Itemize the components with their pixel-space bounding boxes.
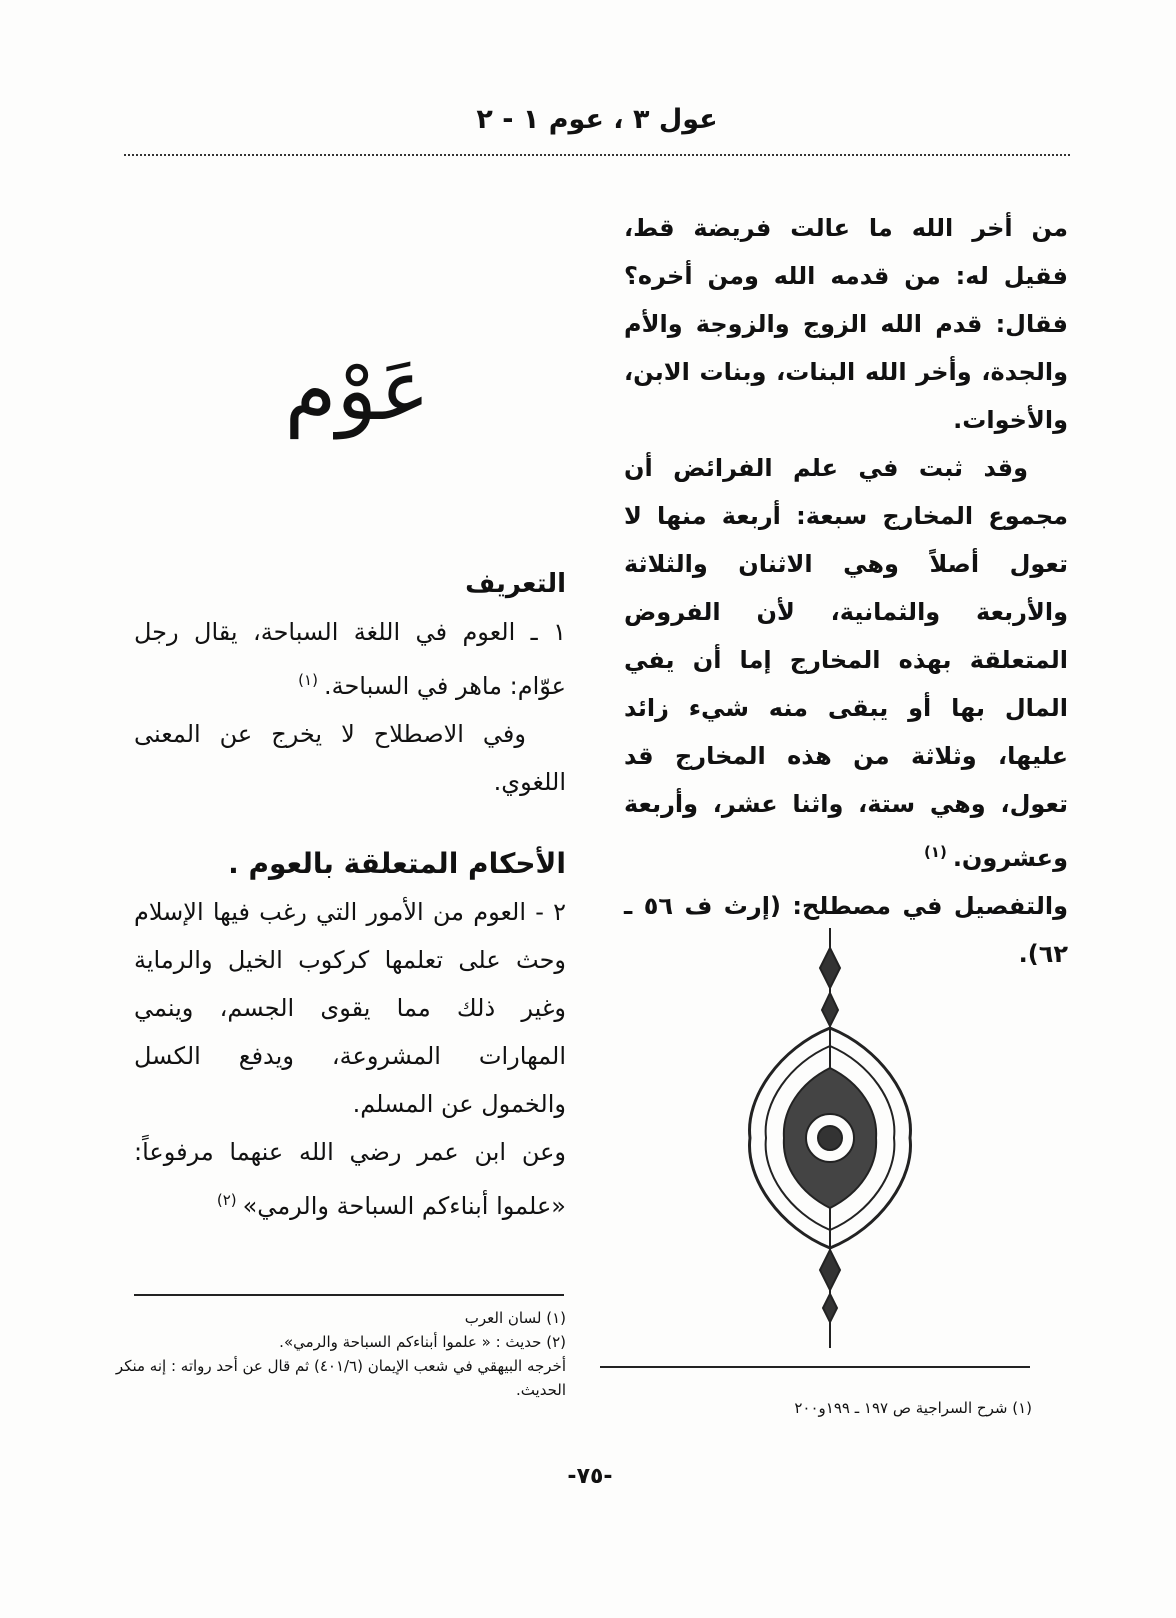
- footnotes-left: [112, 1306, 566, 1402]
- decorative-ornament: [740, 928, 920, 1348]
- right-column: [624, 204, 1068, 978]
- paragraph: [134, 1128, 566, 1230]
- running-header: عول ٣ ، عوم ١ - ٢: [476, 104, 718, 135]
- paragraph: [134, 608, 566, 710]
- footnote: (٢) حديث : « علموا أبناءكم السباحة والرمي».: [279, 1333, 566, 1351]
- footnotes-right: [602, 1396, 1032, 1420]
- section-title: التعريف: [465, 569, 566, 599]
- paragraph: ٢ - العوم من الأمور التي رغب فيها الإسلام وحث على تعلمها كركوب الخيل والرماية وغير ذلك مما يقوى الجسم، وينمي المهارات المشروعة، ويدفع الكسل والخمول عن المسلم.: [134, 898, 566, 1118]
- footnote: (١) لسان العرب: [464, 1309, 566, 1327]
- paragraph-text: وعن ابن عمر رضي الله عنهما مرفوعاً: «علموا أبناءكم السباحة والرمي»: [134, 1138, 566, 1220]
- header-dotted-rule: [124, 154, 1070, 156]
- paragraph: وفي الاصطلاح لا يخرج عن المعنى اللغوي.: [134, 720, 566, 796]
- paragraph-text: ١ ـ العوم في اللغة السباحة، يقال رجل عوّام: ماهر في السباحة.: [134, 618, 566, 700]
- paragraph: والتفصيل في مصطلح: (إرث ف ٥٦ ـ ٦٢).: [624, 892, 1069, 968]
- footnote-rule: [134, 1294, 564, 1296]
- page-number: -٧٥-: [567, 1464, 613, 1489]
- paragraph-text: وقد ثبت في علم الفرائض أن مجموع المخارج سبعة: أربعة منها لا تعول أصلاً وهي الاثنان والثلاثة والأربعة والثمانية، لأن الفروض المتعلقة بهذه المخارج إما أن يفي المال بها أو يبقى منه شيء زائد عليها، وثلاثة من هذه المخارج قد تعول، وهي ستة، واثنا عشر، وأربعة وعشرون.: [624, 454, 1068, 872]
- footnote: أخرجه البيهقي في شعب الإيمان (٤٠١/٦) ثم قال عن أحد رواته : إنه منكر الحديث.: [115, 1357, 566, 1399]
- footnote: (١) شرح السراجية ص ١٩٧ ـ ١٩٩و٢٠٠: [794, 1399, 1032, 1417]
- footnote-marker: (١): [298, 671, 318, 689]
- footnote-marker: (٢): [216, 1191, 237, 1209]
- entry-headword: عَوْم: [284, 341, 430, 439]
- left-column: [134, 560, 566, 1230]
- footnote-rule: [600, 1366, 1030, 1368]
- footnote-marker: (١): [923, 843, 947, 861]
- paragraph: [624, 444, 1068, 882]
- paragraph: من أخر الله ما عالت فريضة قط، فقيل له: من قدمه الله ومن أخره؟ فقال: قدم الله الزوج والزوجة والأم والجدة، وأخر الله البنات، وبنات الابن، والأخوات.: [624, 214, 1068, 434]
- section-title: الأحكام المتعلقة بالعوم .: [228, 847, 566, 880]
